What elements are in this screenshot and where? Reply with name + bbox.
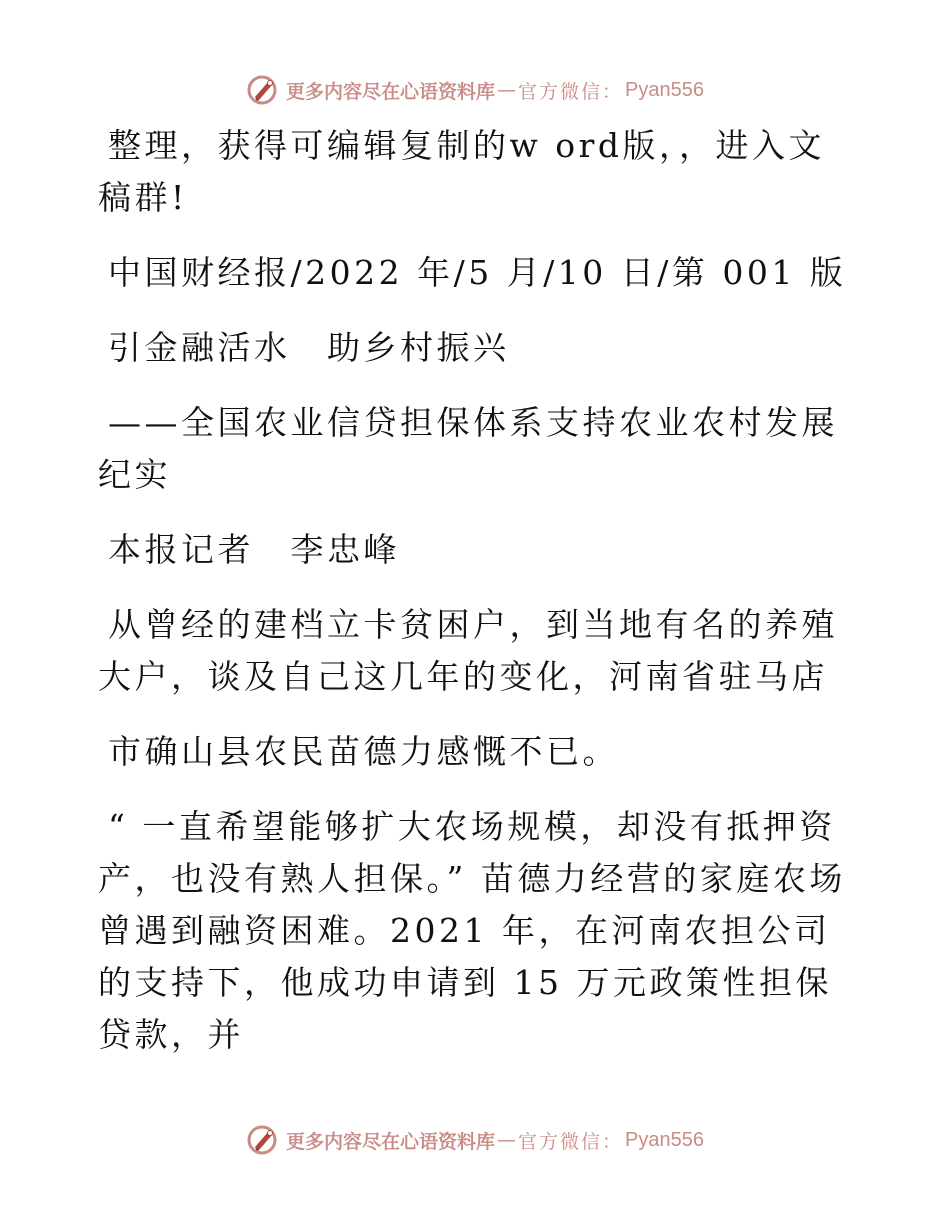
pen-logo-icon xyxy=(246,1123,280,1157)
promo-text: 更多内容尽在心语资料库 xyxy=(286,80,496,103)
wechat-label: 官方微信： xyxy=(518,80,624,103)
banner-dash: — xyxy=(497,1129,517,1151)
byline: 本报记者 李忠峰 xyxy=(108,530,400,569)
header-banner xyxy=(0,70,950,110)
body-paragraph-2: 市确山县农民苗德力感慨不已。 xyxy=(108,732,619,771)
footer-banner xyxy=(0,1120,950,1160)
promo-text: 更多内容尽在心语资料库 xyxy=(286,1130,496,1153)
pen-logo-icon xyxy=(246,73,280,107)
body-paragraph-1: 从曾经的建档立卡贫困户，到当地有名的养殖大户，谈及自己这几年的变化，河南省驻马店 xyxy=(98,605,838,696)
body-paragraph-3: “ 一直希望能够扩大农场规模，却没有抵押资产，也没有熟人担保。” 苗德力经营的家庭农场曾遇到融资困难。2021 年，在河南农担公司的支持下，他成功申请到 15 万元政策性担保贷款，并 xyxy=(98,807,846,1054)
wechat-id: Pyan556 xyxy=(625,1128,704,1151)
headline: 引金融活水 助乡村振兴 xyxy=(108,328,510,367)
banner-dash: — xyxy=(497,79,517,101)
intro-paragraph: 整理，获得可编辑复制的w ord版，，进入文稿群! xyxy=(98,126,826,217)
wechat-label: 官方微信： xyxy=(518,1130,624,1153)
wechat-id: Pyan556 xyxy=(625,78,704,101)
document-body xyxy=(98,120,858,1084)
dateline: 中国财经报/2022 年/5 月/10 日/第 001 版 xyxy=(108,253,847,292)
subtitle: ——全国农业信贷担保体系支持农业农村发展纪实 xyxy=(98,403,838,494)
